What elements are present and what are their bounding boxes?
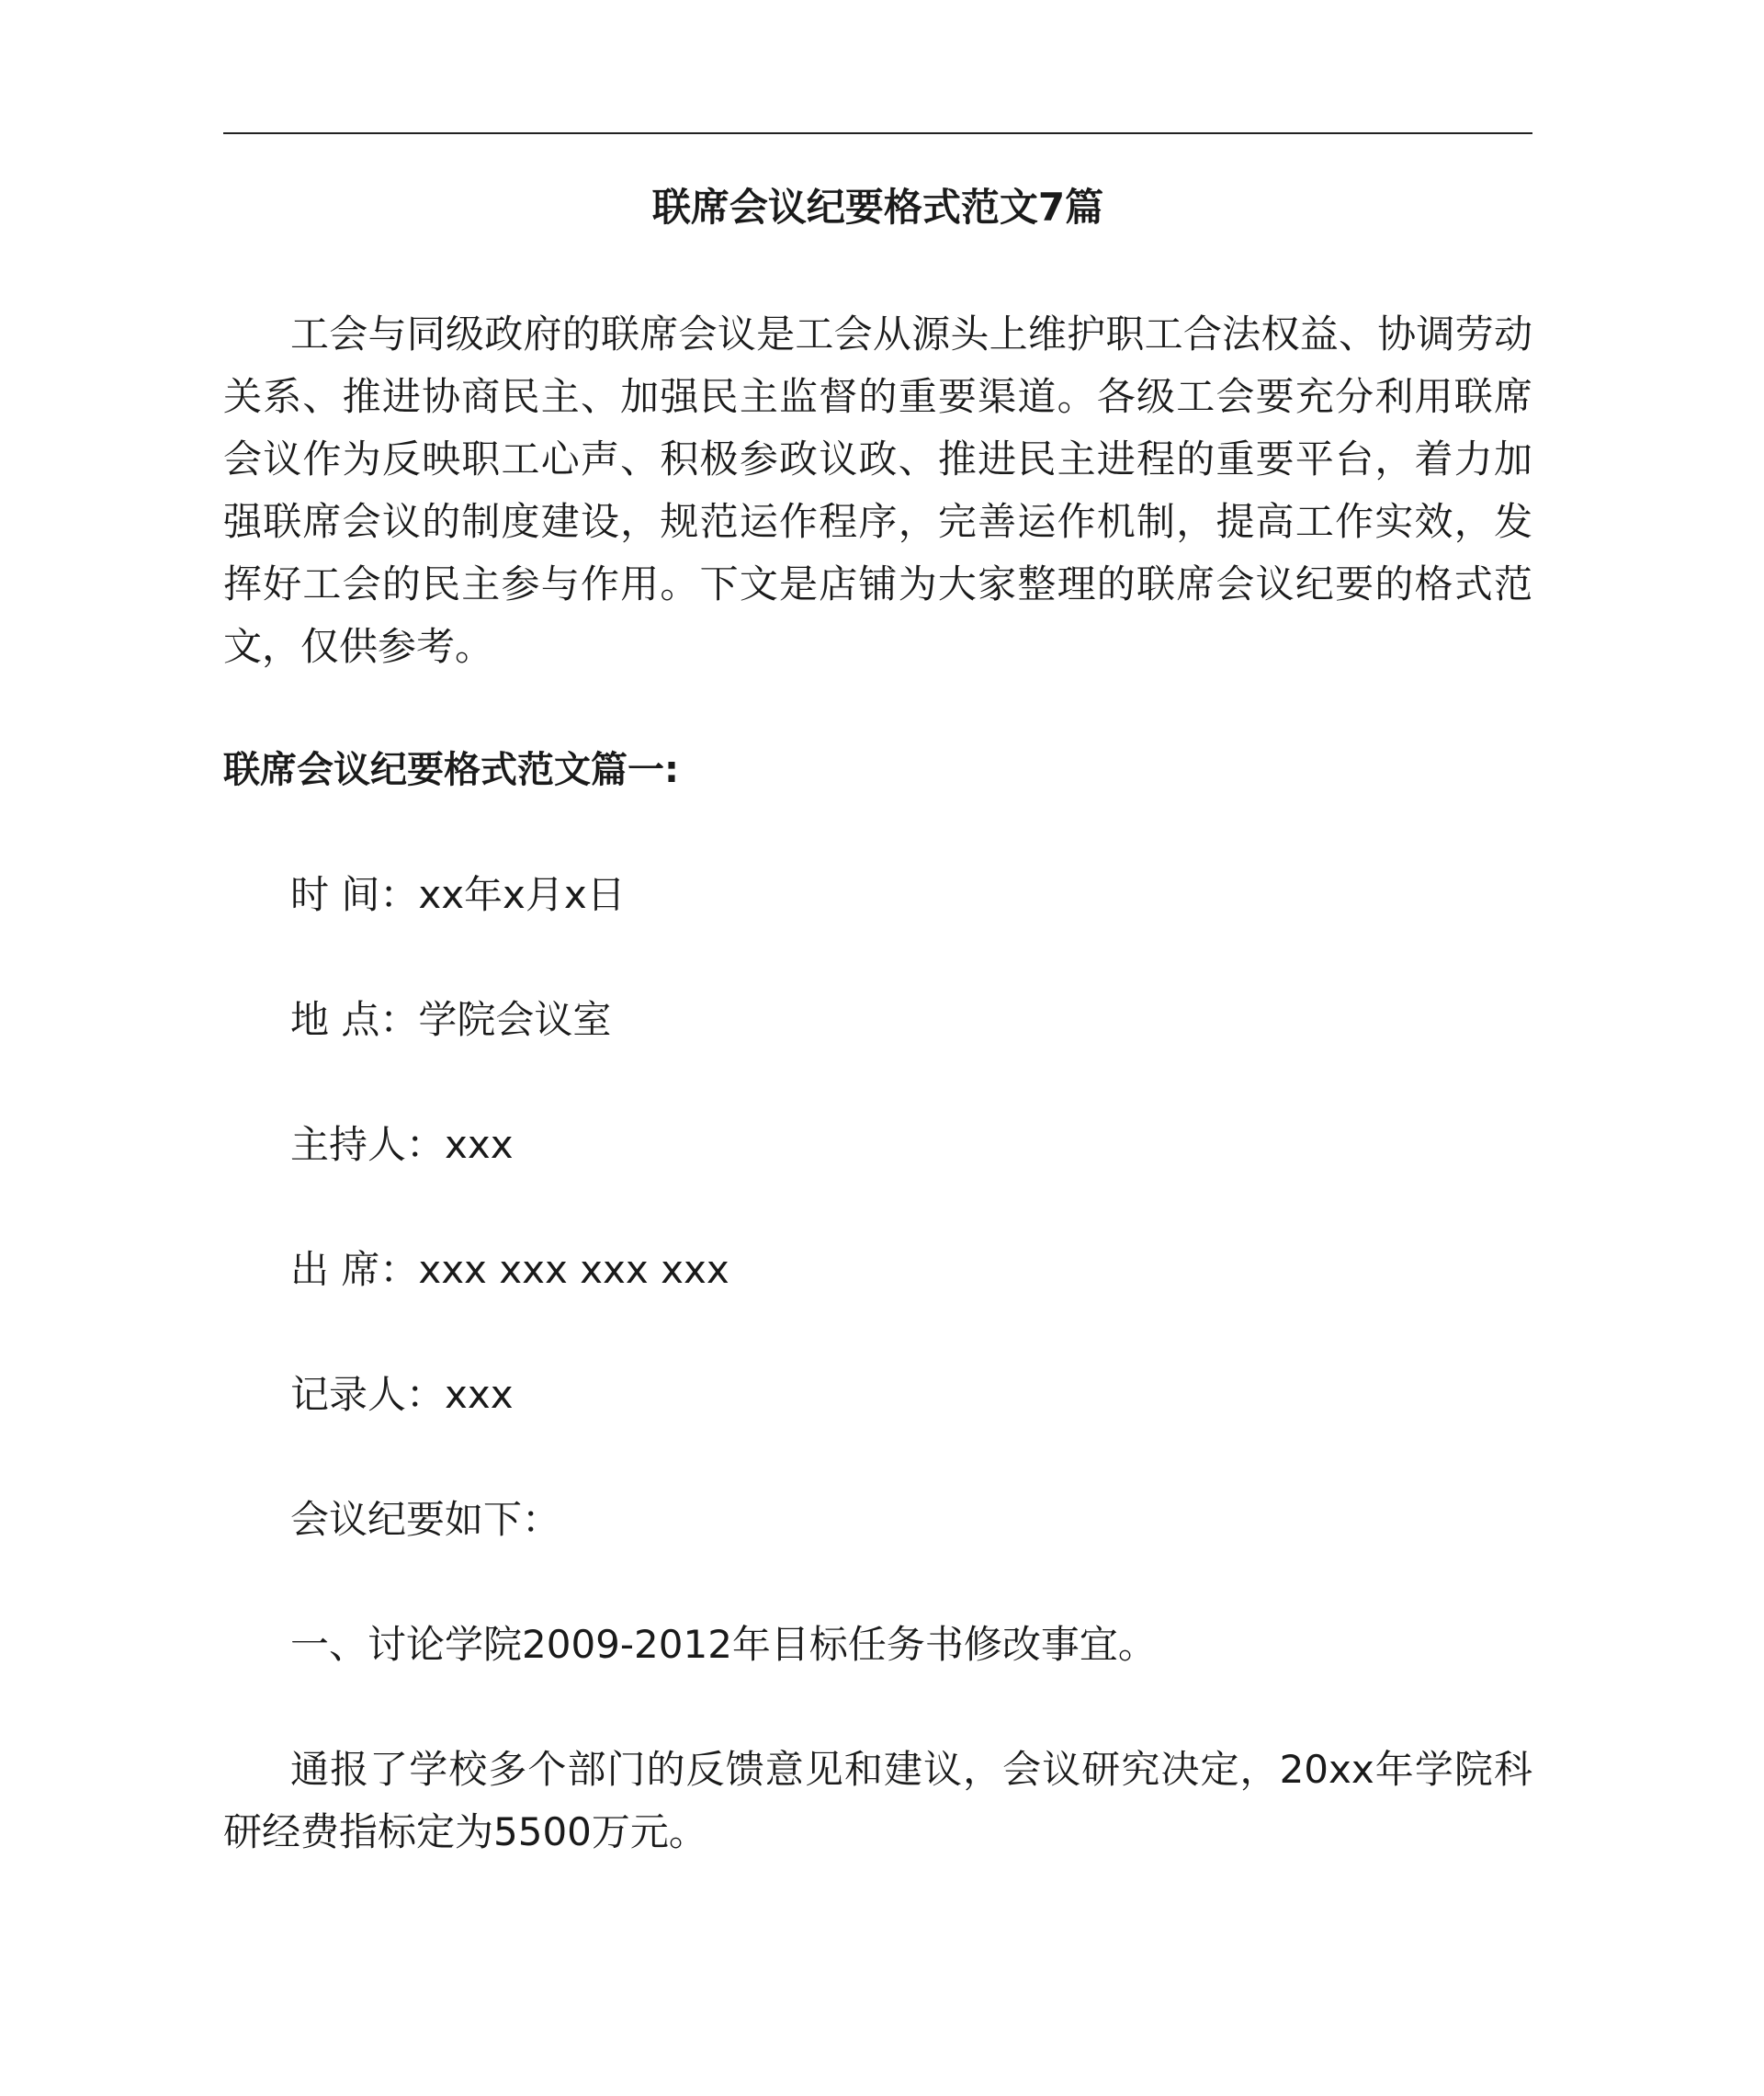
agenda-item-1-detail: 通报了学校多个部门的反馈意见和建议，会议研究决定，20xx年学院科研经费指标定为5500万元。 [223, 1747, 1532, 1854]
agenda-item-1: 一、讨论学院2009-2012年目标任务书修改事宜。 [290, 1622, 1157, 1667]
minutes-intro: 会议纪要如下： [290, 1497, 561, 1542]
meeting-host: 主持人：xxx [290, 1122, 514, 1167]
document-title: 联席会议纪要格式范文7篇 [651, 185, 1104, 230]
section-heading: 联席会议纪要格式范文篇一: [223, 749, 679, 791]
meeting-time: 时 间：xx年x月x日 [290, 872, 626, 917]
meeting-place: 地 点：学院会议室 [290, 997, 612, 1042]
intro-paragraph: 工会与同级政府的联席会议是工会从源头上维护职工合法权益、协调劳动关系、推进协商民主、加强民主监督的重要渠道。各级工会要充分利用联席会议作为反映职工心声、积极参政议政、推进民主进程的重要平台，着力加强联席会议的制度建设，规范运作程序，完善运作机制，提高工作实效，发挥好工会的民主参与作用。下文是店铺为大家整理的联席会议纪要的格式范文，仅供参考。 [223, 312, 1532, 669]
meeting-recorder: 记录人：xxx [290, 1372, 514, 1417]
header-rule [223, 132, 1532, 134]
meeting-attendees: 出 席：xxx xxx xxx xxx [290, 1247, 729, 1292]
document-page [223, 0, 1532, 2096]
